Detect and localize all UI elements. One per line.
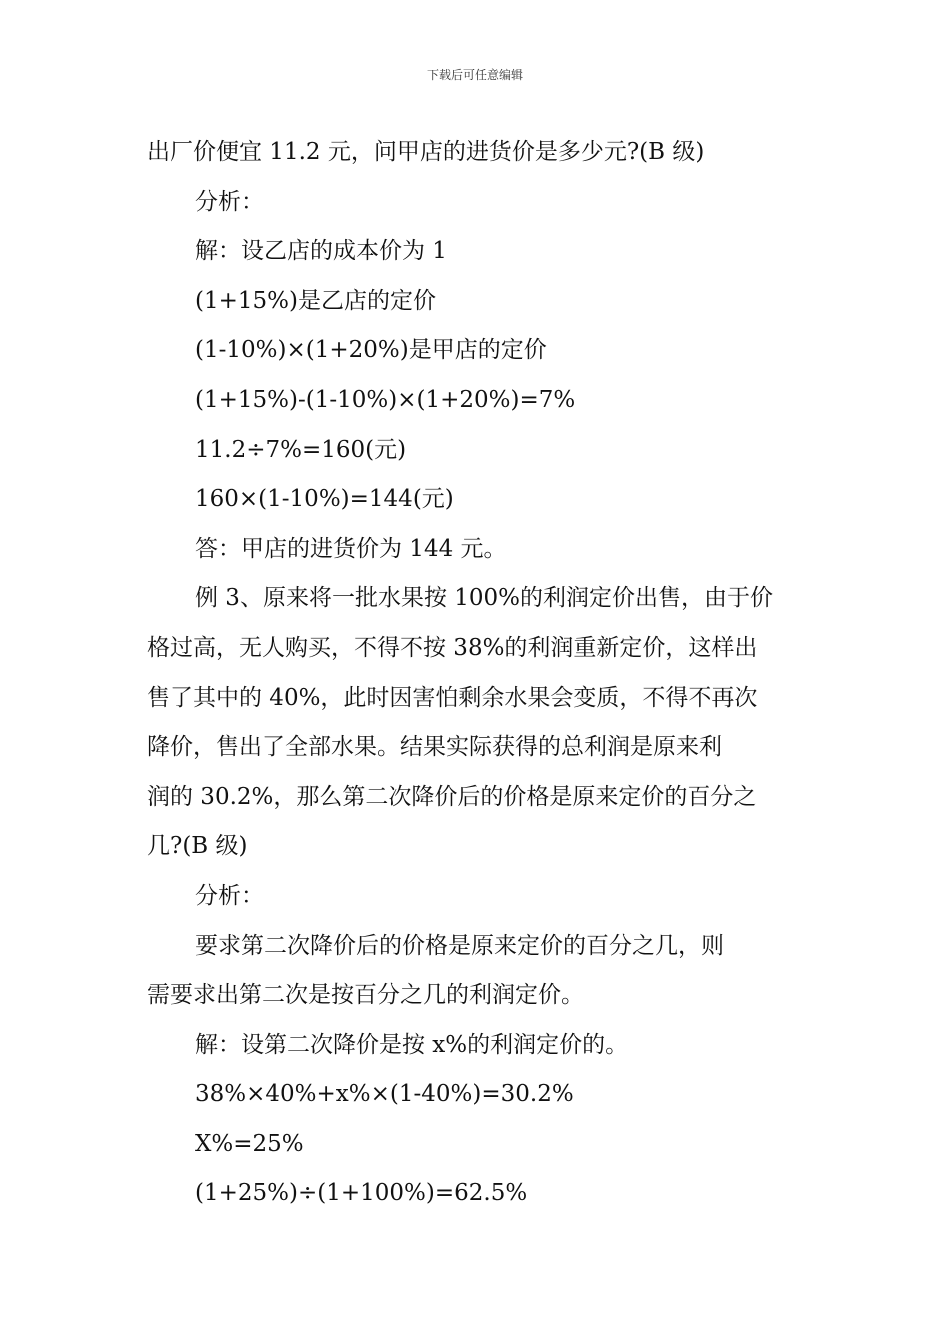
page-header: 下载后可任意编辑 [426, 68, 523, 82]
text-line: (1+25%)÷(1+100%)=62.5% [195, 1180, 528, 1207]
text-line: 降价，售出了全部水果。结果实际获得的总利润是原来利 [147, 734, 722, 761]
text-line: 要求第二次降价后的价格是原来定价的百分之几，则 [195, 932, 724, 959]
text-line: 润的 30.2%，那么第二次降价后的价格是原来定价的百分之 [147, 783, 757, 810]
document-body [147, 128, 807, 1219]
text-line: X%=25% [195, 1130, 304, 1157]
text-line: 答：甲店的进货价为 144 元。 [195, 535, 507, 562]
text-line: 11.2÷7%=160(元) [195, 436, 407, 463]
text-line: 例 3、原来将一批水果按 100%的利润定价出售，由于价 [195, 585, 774, 612]
text-line: 解：设乙店的成本价为 1 [195, 238, 447, 265]
text-line: 分析： [195, 882, 264, 909]
text-line: 160×(1-10%)=144(元) [195, 486, 454, 513]
text-line: 解：设第二次降价是按 x%的利润定价的。 [195, 1031, 629, 1058]
text-line: (1+15%)-(1-10%)×(1+20%)=7% [195, 386, 576, 413]
text-line: 需要求出第二次是按百分之几的利润定价。 [147, 982, 584, 1009]
text-line: (1-10%)×(1+20%)是甲店的定价 [195, 337, 547, 364]
text-line: 几?(B 级) [147, 833, 248, 860]
text-line: (1+15%)是乙店的定价 [195, 287, 436, 314]
text-line: 分析： [195, 188, 264, 215]
text-line: 38%×40%+x%×(1-40%)=30.2% [195, 1081, 574, 1108]
text-line: 出厂价便宜 11.2 元，问甲店的进货价是多少元?(B 级) [147, 139, 705, 165]
text-line: 格过高，无人购买，不得不按 38%的利润重新定价，这样出 [147, 634, 758, 661]
text-line: 售了其中的 40%，此时因害怕剩余水果会变质，不得不再次 [147, 684, 758, 711]
